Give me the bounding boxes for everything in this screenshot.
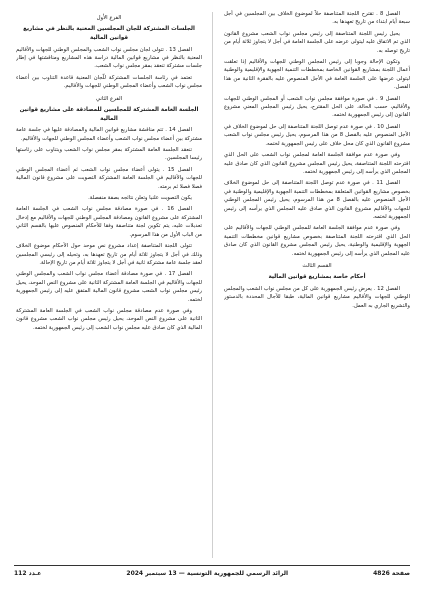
page-number: صفحة 4826 [373, 569, 410, 577]
subsection-label: الفرع الأول [96, 15, 122, 21]
journal-title: الرائد الرسمي للجمهورية التونسية — 13 سبتمبر 2024 [126, 569, 289, 577]
subsection-label: الفرع الثاني [95, 95, 123, 102]
paragraph: الفصل 15 . يتولى أعضاء مجلس نواب الشعب ثم أعضاء المجلس الوطني للجهات والأقاليم في الجلسة العامة المشتركة التصويت على مشروع قانون المالية فصلا فصلا ثم برمته. [16, 166, 202, 190]
paragraph: الفصل 16 . في صورة مصادقة مجلس نواب الشعب في الجلسة العامة المشتركة على مشروع القانون ومصادقة المجلس الوطني للجهات والأقاليم مع إدخال تعديلات عليه، يتم تكوين لجنة متناصفة وفقا للأحكام المنصوص عليها بالقسم الثاني من الباب الأول من هذا المرسوم. [16, 206, 202, 238]
issue-number: عـدد 112 [14, 569, 42, 577]
paragraph: يكون التصويت علنيا وتعلن نتائجه بصفة منفصلة. [88, 195, 192, 202]
right-column [224, 10, 410, 570]
paragraph: تعتمد في رئاسة الجلسات المشتركة للّجان المعنية قاعدة التناوب بين أعضاء مجلس نواب الشعب وأعضاء المجلس الوطني للجهات والأقاليم. [16, 74, 202, 90]
paragraph: الفصل 14 . تتم مناقشة مشاريع قوانين المالية والمصادقة عليها في جلسة عامة مشتركة بين أعضاء مجلس نواب الشعب وأعضاء المجلس الوطني للجهات والأقاليم. [16, 127, 202, 142]
paragraph: وتكون الإحالة وجوبا إلى رئيس المجلس الوطني للجهات والأقاليم إذا تعلقت أعمال اللجنة بمشاريع القوانين الخاصة بمخططات التنمية الجهوية والإقليمية والوطنية ليتولى عرضها على الجلسة العامة في الأجل المنصوص عليه بالفقرة الثانية من هذا الفصل. [224, 59, 410, 91]
paragraph: الفصل 10 . في صورة عدم توصل اللجنة المتناصفة إلى حل لموضوع الخلاف في الأجل المنصوص عليه بالفصل 8 من هذا المرسوم، يحيل رئيس مجلس نواب الشعب مشروع القانون الذي كان محل خلاف على رئيس الجمهورية لختمه. [224, 123, 410, 147]
section-heading: أحكام خاصة بمشاريع قوانين المالية [268, 274, 366, 281]
column-divider [212, 12, 213, 558]
paragraph: الفصل 11 . في صورة عدم توصل اللجنة المتناصفة إلى حل لموضوع الخلاف بخصوص مشاريع القوانين المتعلقة بمخططات التنمية الجهوية والإقليمية والوطنية في الأجل المنصوص عليه بالفصل 8 من هذا المرسوم، يحيل رئيس المجلس الوطني للجهات والأقاليم مشروع القانون الذي صادق عليه المجلس الذي يرأسه إلى رئيس الجمهورية لختمه. [224, 180, 410, 220]
paragraph: وفي صورة عدم موافقة الجلسة العامة للمجلس الوطني للجهات والأقاليم على الحل الذي اقترحته اللجنة المتناصفة بخصوص مشاريع قوانين مخططات التنمية الجهوية والإقليمية والوطنية، يحيل رئيس المجلس مشروع القانون الذي كان صادق عليه المجلس الذي يرأسه إلى رئيس الجمهورية لختمه. [224, 225, 410, 257]
page-footer [14, 565, 410, 580]
paragraph: وفي صورة عدم موافقة الجلسة العامة لمجلس نواب الشعب على الحل الذي اقترحته اللجنة المتناصفة، يحيل رئيس المجلس مشروع القانون الذي كان صادق عليه المجلس الذي يرأسه إلى رئيس الجمهورية لختمه. [224, 152, 410, 175]
section-heading: الجلسات المشتركة للجان المجلسين المعنية بالنظر في مشاريع قوانين المالية [23, 26, 195, 41]
paragraph: تنعقد الجلسة العامة المشتركة بمقر مجلس نواب الشعب ويتناوب على رئاستها رئيسا المجلسين. [16, 147, 202, 162]
paragraph: وفي صورة عدم مصادقة مجلس نواب الشعب في الجلسة العامة المشتركة الثانية على مشروع النص الموحد، يحيل رئيس مجلس نواب الشعب مشروع قانون المالية الذي كان صادق عليه مجلس نواب الشعب إلى رئيس الجمهورية لختمه. [16, 307, 202, 331]
paragraph: الفصل 9 . في صورة موافقة مجلس نواب الشعب أو المجلس الوطني للجهات والأقاليم، حسب الحالة، على الحل المقترح، يحيل رئيس المجلس المعني مشروع القانون إلى رئيس الجمهورية لختمه. [224, 95, 410, 119]
paragraph: يحيل رئيس اللجنة المتناصفة إلى رئيس مجلس نواب الشعب مشروع القانون الذي تم الاتفاق عليه ليتولى عرضه على الجلسة العامة في أجل لا يتجاوز ثلاثة أيام من تاريخ توصله به. [224, 30, 410, 54]
paragraph: الفصل 8 . تقترح اللجنة المتناصفة حلاّ لموضوع الخلاف بين المجلسين في أجل سبعة أيام ابتداء من تاريخ تعهدها به. [224, 11, 410, 26]
left-column [16, 10, 202, 570]
paragraph: تتولى اللجنة المتناصفة إعداد مشروع نص موحد حول الأحكام موضوع الخلاف وذلك في أجل لا يتجاوز ثلاثة أيام من تاريخ تعهدها به، وتحيله إلى رئيسي المجلسين لعقد جلسة عامة مشتركة ثانية في أجل لا يتجاوز ثلاثة أيام من تاريخ الإحالة. [16, 243, 202, 266]
subsection-label: القسم الثالث [302, 262, 332, 269]
paragraph: الفصل 12 . يعرض رئيس الجمهورية على كل من مجلس نواب الشعب والمجلس الوطني للجهات والأقاليم مشاريع قوانين المالية، طبقا للآجال المحددة بالدستور والتشريع الجاري به العمل. [224, 285, 410, 309]
paragraph: الفصل 13 . تتولى لجان مجلس نواب الشعب والمجلس الوطني للجهات والأقاليم المعنية بالنظر في مشاريع قوانين المالية دراسة هذه المشاريع ومناقشتها في إطار جلسات مشتركة تنعقد بمقر مجلس نواب الشعب. [16, 46, 202, 70]
paragraph: الفصل 17 . في صورة مصادقة أعضاء مجلس نواب الشعب والمجلس الوطني للجهات والأقاليم في الجلسة العامة المشتركة الثانية على مشروع النص الموحد، يحيل رئيس مجلس نواب الشعب مشروع قانون المالية المتفق عليه إلى رئيس الجمهورية لختمه. [16, 271, 202, 303]
section-heading: الجلسة العامة المشتركة للمجلسين للمصادقة على مشاريع قوانين المالية [19, 107, 199, 122]
